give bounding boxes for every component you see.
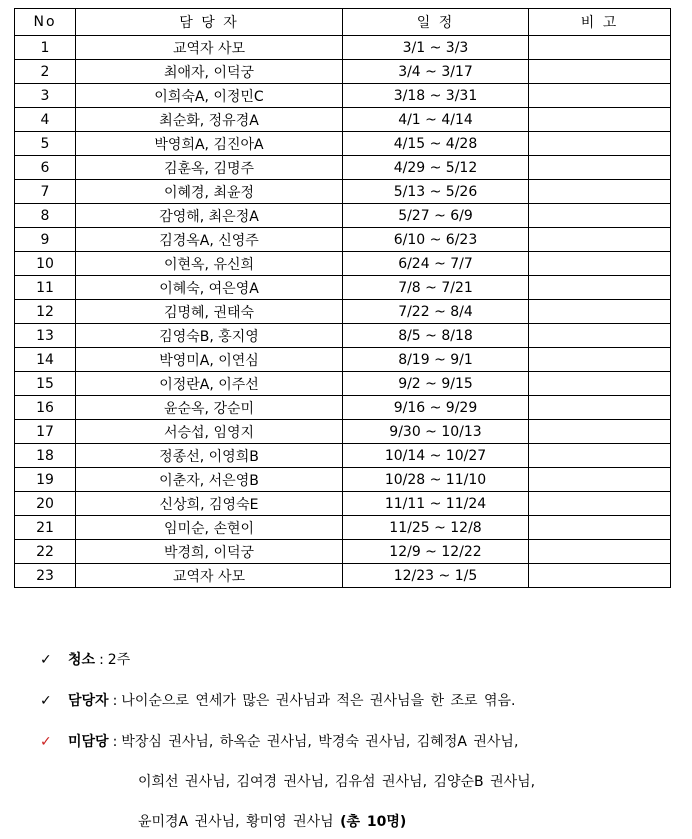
- cell-schedule: 10/14 ~ 10/27: [343, 444, 529, 468]
- cell-remarks: [529, 180, 671, 204]
- table-row: [15, 444, 671, 468]
- cell-no: 16: [15, 396, 76, 420]
- cell-remarks: [529, 420, 671, 444]
- cell-no: 20: [15, 492, 76, 516]
- cell-assignee: 박경희, 이덕궁: [76, 540, 343, 564]
- table-row: [15, 276, 671, 300]
- cell-assignee: 임미순, 손현이: [76, 516, 343, 540]
- note-cleaning-label: 청소: [68, 652, 96, 668]
- table-row: [15, 132, 671, 156]
- cell-schedule: 11/11 ~ 11/24: [343, 492, 529, 516]
- cell-remarks: [529, 444, 671, 468]
- cell-assignee: 최순화, 정유경A: [76, 108, 343, 132]
- table-row: [15, 36, 671, 60]
- cell-remarks: [529, 108, 671, 132]
- cell-assignee: 박영미A, 이연심: [76, 348, 343, 372]
- note-unassigned-line2-text: 이희선 권사님, 김여경 권사님, 김유섬 권사님, 김양순B 권사님,: [138, 774, 536, 790]
- note-unassigned-line3-text: 윤미경A 권사님, 황미영 권사님: [138, 814, 334, 830]
- table-row: [15, 492, 671, 516]
- cell-remarks: [529, 516, 671, 540]
- cell-schedule: 12/9 ~ 12/22: [343, 540, 529, 564]
- cell-assignee: 교역자 사모: [76, 564, 343, 588]
- note-cleaning: [40, 650, 680, 670]
- cell-remarks: [529, 324, 671, 348]
- cell-schedule: 10/28 ~ 11/10: [343, 468, 529, 492]
- cell-remarks: [529, 300, 671, 324]
- cell-no: 17: [15, 420, 76, 444]
- cell-assignee: 이혜경, 최윤정: [76, 180, 343, 204]
- cell-no: 15: [15, 372, 76, 396]
- cell-remarks: [529, 276, 671, 300]
- cell-schedule: 4/29 ~ 5/12: [343, 156, 529, 180]
- cell-assignee: 이정란A, 이주선: [76, 372, 343, 396]
- cell-schedule: 3/1 ~ 3/3: [343, 36, 529, 60]
- cell-remarks: [529, 228, 671, 252]
- note-unassigned-line1: 박장심 권사님, 하옥순 권사님, 박경숙 권사님, 김혜정A 권사님,: [121, 734, 519, 750]
- cell-schedule: 6/10 ~ 6/23: [343, 228, 529, 252]
- table-row: [15, 84, 671, 108]
- cell-remarks: [529, 372, 671, 396]
- cell-no: 22: [15, 540, 76, 564]
- cell-assignee: 김영숙B, 홍지영: [76, 324, 343, 348]
- notes-section: [40, 650, 680, 832]
- cell-assignee: 윤순옥, 강순미: [76, 396, 343, 420]
- note-unassigned-sep: :: [112, 734, 118, 750]
- table-row: [15, 180, 671, 204]
- table-row: [15, 516, 671, 540]
- cell-no: 4: [15, 108, 76, 132]
- table-row: [15, 324, 671, 348]
- cell-remarks: [529, 564, 671, 588]
- cell-no: 13: [15, 324, 76, 348]
- cell-no: 23: [15, 564, 76, 588]
- schedule-sheet: [14, 8, 670, 588]
- note-unassigned-total: (총 10명): [340, 814, 407, 830]
- table-row: [15, 540, 671, 564]
- note-assignee-sep: :: [112, 693, 118, 709]
- table-row: [15, 60, 671, 84]
- cell-assignee: 이현옥, 유신희: [76, 252, 343, 276]
- note-unassigned: [40, 732, 680, 752]
- cell-remarks: [529, 492, 671, 516]
- cell-assignee: 감영해, 최은정A: [76, 204, 343, 228]
- table-row: [15, 468, 671, 492]
- cell-remarks: [529, 132, 671, 156]
- cell-schedule: 9/30 ~ 10/13: [343, 420, 529, 444]
- note-unassigned-line2: [40, 772, 680, 792]
- cell-no: 5: [15, 132, 76, 156]
- table-body: [15, 36, 671, 588]
- cell-remarks: [529, 204, 671, 228]
- table-row: [15, 204, 671, 228]
- cell-no: 7: [15, 180, 76, 204]
- cell-assignee: 정종선, 이영희B: [76, 444, 343, 468]
- note-assignee: [40, 691, 680, 711]
- note-cleaning-sep: :: [99, 652, 104, 668]
- cell-remarks: [529, 468, 671, 492]
- table-row: [15, 228, 671, 252]
- note-unassigned-label: 미담당: [68, 734, 109, 750]
- table-row: [15, 300, 671, 324]
- cell-schedule: 5/13 ~ 5/26: [343, 180, 529, 204]
- cell-no: 3: [15, 84, 76, 108]
- note-unassigned-line3: [40, 812, 680, 832]
- cell-schedule: 8/19 ~ 9/1: [343, 348, 529, 372]
- cell-assignee: 교역자 사모: [76, 36, 343, 60]
- cell-assignee: 박영희A, 김진아A: [76, 132, 343, 156]
- cell-no: 2: [15, 60, 76, 84]
- table-row: [15, 396, 671, 420]
- cell-schedule: 3/18 ~ 3/31: [343, 84, 529, 108]
- cell-assignee: 김훈옥, 김명주: [76, 156, 343, 180]
- check-icon: ✓: [40, 734, 52, 750]
- cell-remarks: [529, 84, 671, 108]
- cell-no: 14: [15, 348, 76, 372]
- cell-no: 10: [15, 252, 76, 276]
- cell-schedule: 5/27 ~ 6/9: [343, 204, 529, 228]
- cell-assignee: 이춘자, 서은영B: [76, 468, 343, 492]
- cell-remarks: [529, 540, 671, 564]
- header-schedule: 일 정: [343, 9, 529, 36]
- cell-remarks: [529, 348, 671, 372]
- cell-schedule: 4/15 ~ 4/28: [343, 132, 529, 156]
- cell-assignee: 이희숙A, 이정민C: [76, 84, 343, 108]
- cell-schedule: 9/2 ~ 9/15: [343, 372, 529, 396]
- table-row: [15, 372, 671, 396]
- cell-remarks: [529, 156, 671, 180]
- cell-assignee: 김경옥A, 신영주: [76, 228, 343, 252]
- table-row: [15, 108, 671, 132]
- cell-schedule: 12/23 ~ 1/5: [343, 564, 529, 588]
- cell-schedule: 7/8 ~ 7/21: [343, 276, 529, 300]
- header-assignee: 담 당 자: [76, 9, 343, 36]
- table-row: [15, 420, 671, 444]
- header-no: No: [15, 9, 76, 36]
- cell-schedule: 4/1 ~ 4/14: [343, 108, 529, 132]
- note-assignee-label: 담당자: [68, 693, 109, 709]
- cleaning-schedule-table: [14, 8, 671, 588]
- note-assignee-text: 나이순으로 연세가 많은 권사님과 적은 권사님을 한 조로 엮음.: [121, 693, 516, 709]
- table-header-row: [15, 9, 671, 36]
- cell-schedule: 7/22 ~ 8/4: [343, 300, 529, 324]
- check-icon: ✓: [40, 693, 52, 709]
- cell-no: 21: [15, 516, 76, 540]
- cell-schedule: 11/25 ~ 12/8: [343, 516, 529, 540]
- cell-assignee: 서승섭, 임영지: [76, 420, 343, 444]
- cell-remarks: [529, 396, 671, 420]
- cell-assignee: 이혜숙, 여은영A: [76, 276, 343, 300]
- cell-schedule: 9/16 ~ 9/29: [343, 396, 529, 420]
- cell-no: 18: [15, 444, 76, 468]
- cell-assignee: 김명혜, 권태숙: [76, 300, 343, 324]
- cell-schedule: 8/5 ~ 8/18: [343, 324, 529, 348]
- cell-no: 11: [15, 276, 76, 300]
- cell-schedule: 3/4 ~ 3/17: [343, 60, 529, 84]
- cell-assignee: 신상희, 김영숙E: [76, 492, 343, 516]
- cell-no: 12: [15, 300, 76, 324]
- cell-no: 6: [15, 156, 76, 180]
- table-row: [15, 564, 671, 588]
- cell-assignee: 최애자, 이덕궁: [76, 60, 343, 84]
- header-remarks: 비 고: [529, 9, 671, 36]
- check-icon: ✓: [40, 652, 52, 668]
- cell-no: 1: [15, 36, 76, 60]
- cell-no: 8: [15, 204, 76, 228]
- cell-remarks: [529, 36, 671, 60]
- cell-remarks: [529, 252, 671, 276]
- table-row: [15, 348, 671, 372]
- cell-no: 9: [15, 228, 76, 252]
- table-row: [15, 156, 671, 180]
- cell-no: 19: [15, 468, 76, 492]
- cell-remarks: [529, 60, 671, 84]
- cell-schedule: 6/24 ~ 7/7: [343, 252, 529, 276]
- note-cleaning-text: 2주: [107, 652, 131, 668]
- table-row: [15, 252, 671, 276]
